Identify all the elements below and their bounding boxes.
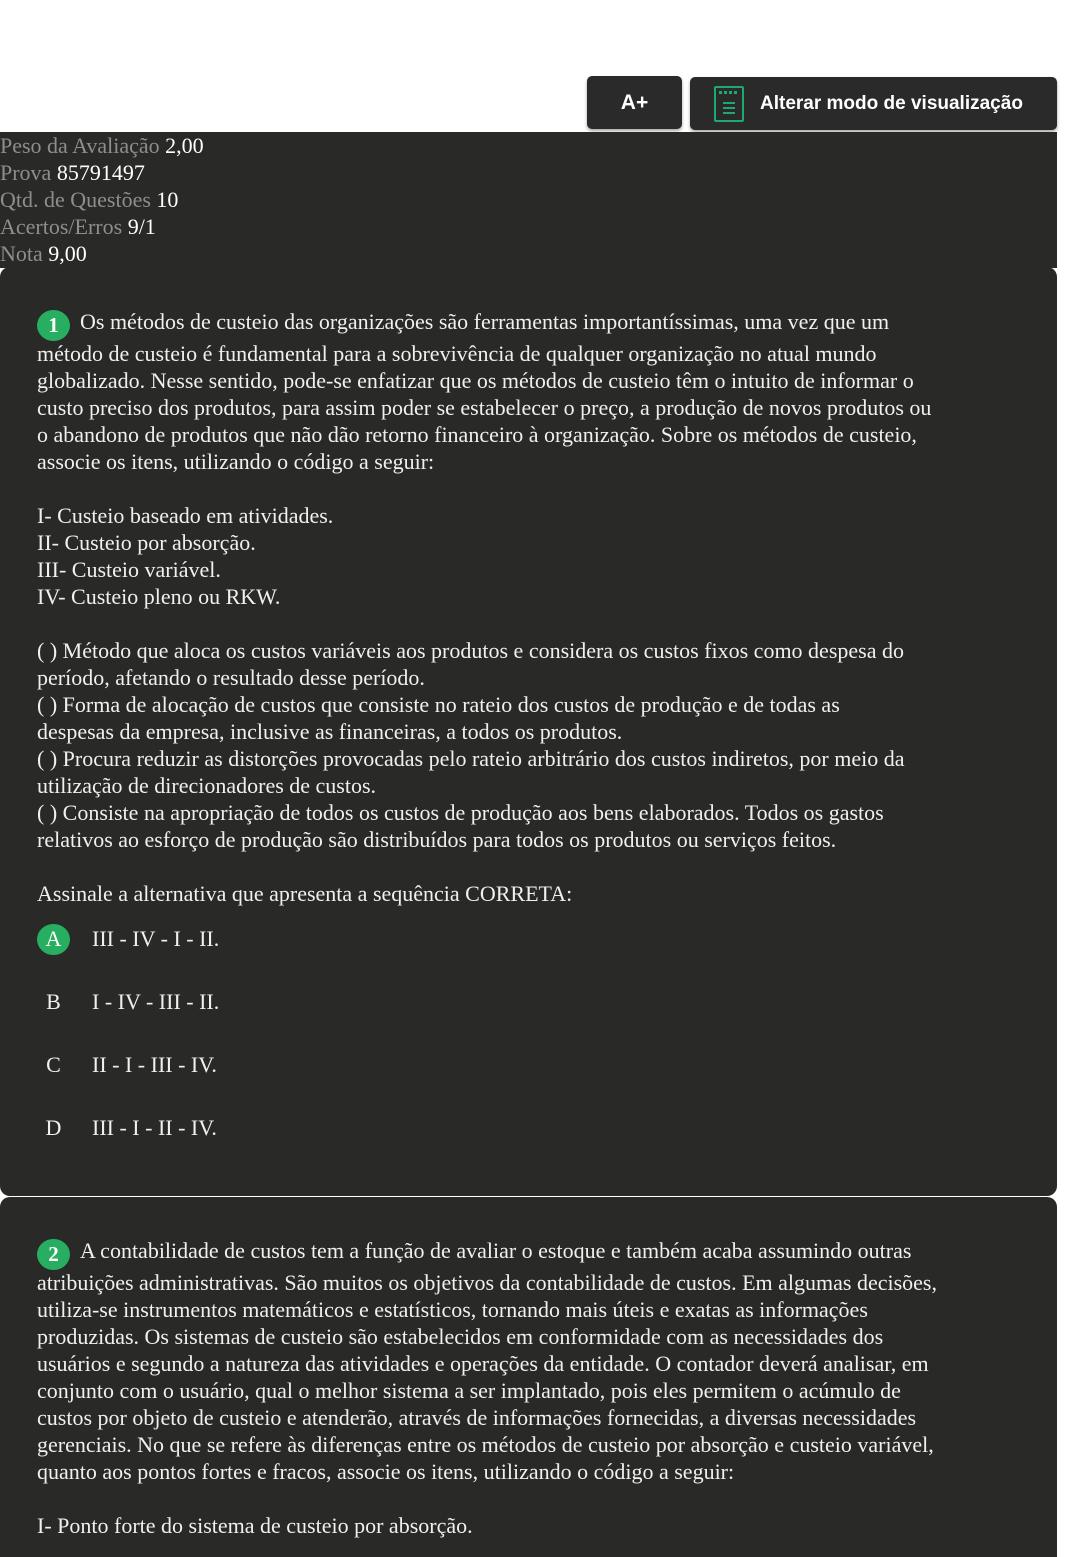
alternative-text: I - IV - III - II. [92,989,220,1014]
question-line-text: A contabilidade de custos tem a função de avaliar o estoque e também acaba assumindo outras [80,1238,912,1263]
question-line: conjunto com o usuário, qual o melhor sistema a ser implantado, pois eles permitem o acúmulo de [37,1378,901,1403]
question-line: utilização de direcionadores de custos. [37,773,377,798]
question-card-2 [0,1197,1057,1557]
question-2-statement [37,1237,1037,1539]
question-1-statement [37,308,1037,907]
question-line: ( ) Forma de alocação de custos que consiste no rateio dos custos de produção e de todas as [37,692,840,717]
toolbar [0,76,1069,132]
info-row-hits-errors [0,213,1057,240]
question-line: II- Custeio por absorção. [37,530,256,555]
info-row-question-count [0,186,1057,213]
question-line: III- Custeio variável. [37,557,221,582]
info-value: 85791497 [56,160,145,185]
question-line: utiliza-se instrumentos matemáticos e estatísticos, tornando mais úteis e exatas as informações [37,1297,868,1322]
question-line: custo preciso dos produtos, para assim poder se estabelecer o preço, a produção de novos produtos ou [37,395,932,420]
question-line: Assinale a alternativa que apresenta a sequência CORRETA: [37,881,573,906]
info-value: 2,00 [165,133,204,158]
info-label: Nota [0,241,43,266]
question-line [37,1237,1037,1269]
question-line: IV- Custeio pleno ou RKW. [37,584,281,609]
info-label: Peso da Avaliação [0,133,160,158]
alternative-text: III - I - II - IV. [92,1115,217,1140]
question-line: produzidas. Os sistemas de custeio são estabelecidos em conformidade com as necessidades dos [37,1324,884,1349]
question-line: usuários e segundo a natureza das atividades e operações da entidade. O contador deverá analisar, em [37,1351,929,1376]
change-view-mode-label: Alterar modo de visualização [760,92,1023,114]
alternative-text: II - I - III - IV. [92,1052,217,1077]
alternative-d[interactable] [37,1111,217,1145]
info-row-grade [0,240,1057,267]
question-line: método de custeio é fundamental para a sobrevivência de qualquer organização no atual mundo [37,341,877,366]
question-line: ( ) Procura reduzir as distorções provocadas pelo rateio arbitrário dos custos indiretos, por meio da [37,746,905,771]
alternative-letter: D [45,1115,62,1140]
alternative-c[interactable] [37,1048,217,1082]
question-line: relativos ao esforço de produção são distribuídos para todos os produtos ou serviços feitos. [37,827,837,852]
alternative-letter: B [46,989,61,1014]
change-view-mode-button[interactable] [690,77,1057,130]
document-icon [714,86,744,122]
info-row-weight [0,132,1057,159]
question-line: globalizado. Nesse sentido, pode-se enfatizar que os métodos de custeio têm o intuito de informar o [37,368,914,393]
question-line: quanto aos pontos fortes e fracos, associe os itens, utilizando o código a seguir: [37,1459,735,1484]
info-row-exam [0,159,1057,186]
question-line: ( ) Método que aloca os custos variáveis aos produtos e considera os custos fixos como despesa do [37,638,904,663]
font-size-increase-button[interactable]: A+ [587,76,682,129]
info-value: 10 [156,187,179,212]
question-line: período, afetando o resultado desse período. [37,665,425,690]
question-line: associe os itens, utilizando o código a seguir: [37,449,435,474]
info-value: 9/1 [127,214,156,239]
alternative-letter-selected: A [37,924,70,955]
question-line: ( ) Consiste na apropriação de todos os custos de produção aos bens elaborados. Todos os gastos [37,800,884,825]
info-label: Prova [0,160,52,185]
info-label: Acertos/Erros [0,214,123,239]
question-number-badge: 1 [37,310,70,341]
question-line: gerenciais. No que se refere às diferenças entre os métodos de custeio por absorção e custeio variável, [37,1432,934,1457]
question-line-text: Os métodos de custeio das organizações são ferramentas importantíssimas, uma vez que um [80,309,890,334]
question-line: I- Custeio baseado em atividades. [37,503,334,528]
question-number-badge: 2 [37,1239,70,1270]
alternative-letter: C [46,1052,61,1077]
question-line [37,308,1037,340]
alternative-b[interactable] [37,985,219,1019]
alternative-text: III - IV - I - II. [92,926,220,951]
question-card-1 [0,267,1057,1196]
question-line: o abandono de produtos que não dão retorno financeiro à organização. Sobre os métodos de custeio, [37,422,917,447]
info-label: Qtd. de Questões [0,187,151,212]
question-line: custos por objeto de custeio e atenderão, através de informações fornecidas, a diversas necessidades [37,1405,917,1430]
info-value: 9,00 [48,241,87,266]
question-line: despesas da empresa, inclusive as financeiras, a todos os produtos. [37,719,623,744]
alternative-a[interactable] [37,922,219,956]
question-line: I- Ponto forte do sistema de custeio por absorção. [37,1513,473,1538]
question-line: atribuições administrativas. São muitos os objetivos da contabilidade de custos. Em algumas decisões, [37,1270,937,1295]
evaluation-info-panel [0,132,1057,268]
